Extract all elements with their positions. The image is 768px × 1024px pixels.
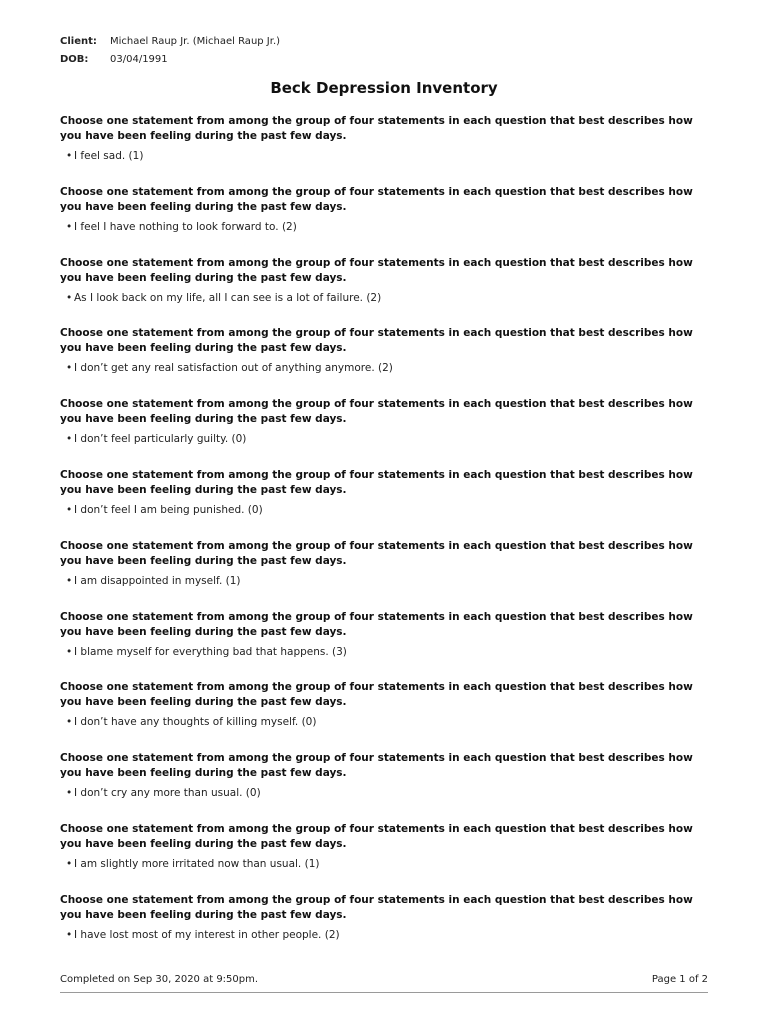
question-prompt: Choose one statement from among the group of four statements in each question that best describes how you have been feeling during the past few days. <box>60 185 693 213</box>
answer-item <box>60 857 710 872</box>
answer-text: I am slightly more irritated now than usual. (1) <box>74 857 320 870</box>
answer-text: I don’t get any real satisfaction out of anything anymore. (2) <box>74 362 393 375</box>
bullet-icon: • <box>66 716 73 729</box>
bullet-icon: • <box>66 291 73 304</box>
bullet-icon: • <box>66 150 73 162</box>
question-item <box>60 822 710 893</box>
question-prompt: Choose one statement from among the group of four statements in each question that best describes how you have been feeling during the past few days. <box>60 327 693 355</box>
question-item <box>60 893 710 964</box>
page-footer <box>60 974 708 985</box>
bullet-icon: • <box>66 857 73 870</box>
client-label: Client: <box>60 36 97 47</box>
footer-divider <box>60 992 708 993</box>
question-item <box>60 326 710 397</box>
answer-item <box>60 432 710 447</box>
question-prompt: Choose one statement from among the group of four statements in each question that best describes how you have been feeling during the past few days. <box>60 893 693 921</box>
answer-item <box>60 149 710 164</box>
bullet-icon: • <box>66 362 73 375</box>
question-item <box>60 610 710 681</box>
answer-item <box>60 220 710 235</box>
page-title: Beck Depression Inventory <box>270 79 498 97</box>
bullet-icon: • <box>66 433 73 446</box>
answer-text: I feel sad. (1) <box>74 150 144 162</box>
bullet-icon: • <box>66 574 73 587</box>
question-prompt: Choose one statement from among the group of four statements in each question that best describes how you have been feeling during the past few days. <box>60 822 693 850</box>
answer-text: I feel I have nothing to look forward to. (2) <box>74 220 297 233</box>
dob-row <box>60 54 168 65</box>
client-row <box>60 36 280 47</box>
question-prompt: Choose one statement from among the group of four statements in each question that best describes how you have been feeling during the past few days. <box>60 610 693 638</box>
question-item <box>60 397 710 468</box>
answer-text: I don’t feel I am being punished. (0) <box>74 503 263 516</box>
dob-label: DOB: <box>60 54 89 65</box>
bullet-icon: • <box>66 220 73 233</box>
answer-item <box>60 361 710 376</box>
bullet-icon: • <box>66 928 73 941</box>
answer-text: I blame myself for everything bad that happens. (3) <box>74 645 347 658</box>
question-item <box>60 256 710 327</box>
answer-item <box>60 928 710 943</box>
client-value: Michael Raup Jr. (Michael Raup Jr.) <box>110 36 281 47</box>
page-number: Page 1 of 2 <box>651 974 708 985</box>
dob-value: 03/04/1991 <box>110 54 168 65</box>
question-list <box>60 114 710 964</box>
question-prompt: Choose one statement from among the group of four statements in each question that best describes how you have been feeling during the past few days. <box>60 681 693 709</box>
bullet-icon: • <box>66 787 73 800</box>
answer-text: I don’t feel particularly guilty. (0) <box>74 433 247 446</box>
answer-item <box>60 645 710 660</box>
question-prompt: Choose one statement from among the group of four statements in each question that best describes how you have been feeling during the past few days. <box>60 398 693 426</box>
question-item <box>60 185 710 256</box>
question-prompt: Choose one statement from among the group of four statements in each question that best describes how you have been feeling during the past few days. <box>60 468 693 496</box>
question-item <box>60 468 710 539</box>
answer-item <box>60 503 710 518</box>
question-item <box>60 539 710 610</box>
question-prompt: Choose one statement from among the group of four statements in each question that best describes how you have been feeling during the past few days. <box>60 752 693 780</box>
bullet-icon: • <box>66 503 73 516</box>
answer-text: I don’t have any thoughts of killing myself. (0) <box>74 716 317 729</box>
question-prompt: Choose one statement from among the group of four statements in each question that best describes how you have been feeling during the past few days. <box>60 539 693 567</box>
answer-item <box>60 786 710 801</box>
answer-text: I am disappointed in myself. (1) <box>74 574 241 587</box>
bullet-icon: • <box>66 645 73 658</box>
question-prompt: Choose one statement from among the group of four statements in each question that best describes how you have been feeling during the past few days. <box>60 115 693 142</box>
answer-item <box>60 715 710 730</box>
question-item <box>60 114 710 185</box>
question-item <box>60 751 710 822</box>
question-prompt: Choose one statement from among the group of four statements in each question that best describes how you have been feeling during the past few days. <box>60 256 693 284</box>
question-item <box>60 680 710 751</box>
answer-item <box>60 574 710 589</box>
completed-timestamp: Completed on Sep 30, 2020 at 9:50pm. <box>60 974 259 985</box>
answer-text: As I look back on my life, all I can see is a lot of failure. (2) <box>74 291 382 304</box>
answer-item <box>60 291 710 306</box>
answer-text: I have lost most of my interest in other people. (2) <box>74 928 340 941</box>
answer-text: I don’t cry any more than usual. (0) <box>74 787 261 800</box>
